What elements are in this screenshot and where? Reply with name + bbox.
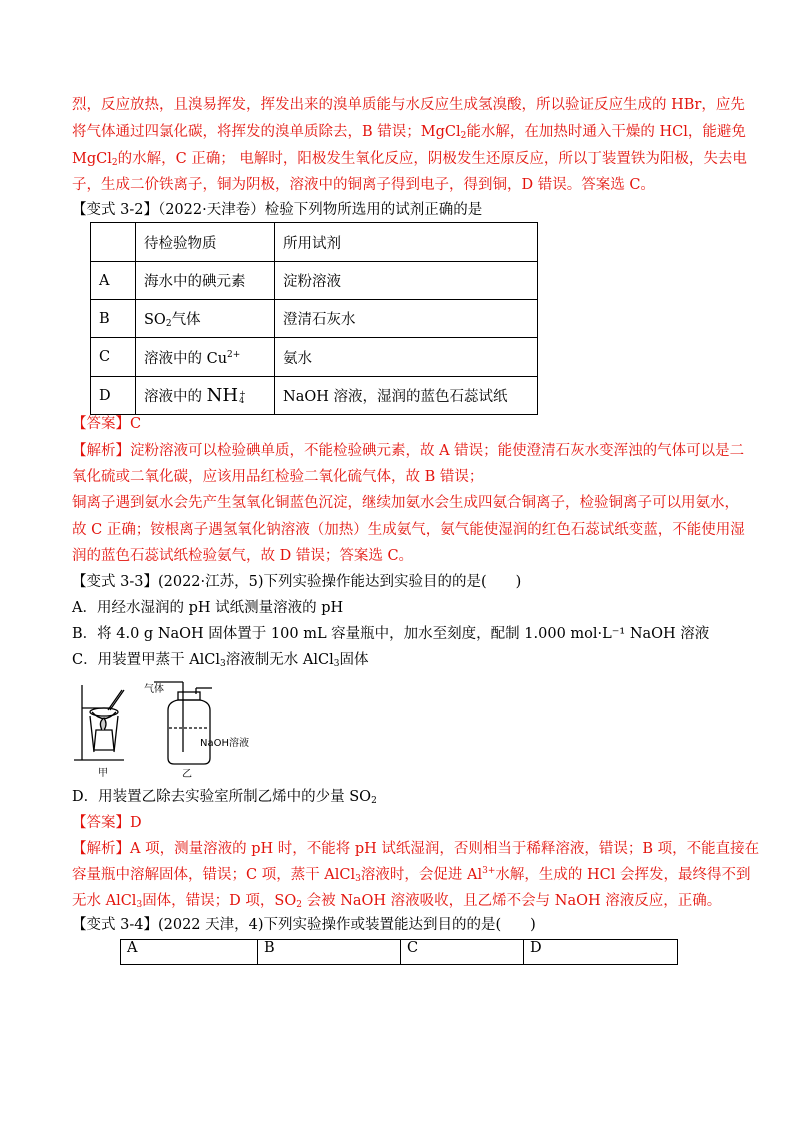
table-row	[91, 338, 538, 377]
table-cell: B	[258, 940, 401, 965]
table-cell: 待检验物质	[136, 223, 275, 262]
table-cell: $SO_2$气体	[136, 300, 275, 338]
option-d: D．用装置乙除去实验室所制乙烯中的少量 $SO_2$	[72, 789, 377, 806]
analysis-line-1: 烈，反应放热，且溴易挥发，挥发出来的溴单质能与水反应生成氢溴酸，所以验证反应生成的 HBr，应先	[72, 97, 745, 113]
analysis-line-3: MgCl$_2$的水解，C 正确； 电解时，阳极发生氧化反应，阴极发生还原反应，所以丁装置铁为阳极，失去电	[72, 151, 747, 168]
label-yi: 乙	[182, 769, 192, 780]
options-table	[120, 939, 678, 965]
table-cell: B	[91, 300, 136, 338]
analysis-3-2-line-5: 润的蓝色石蕊试纸检验氨气，故 D 错误；答案选 C。	[72, 548, 414, 564]
table-cell: 溶液中的 NH+ 4	[136, 377, 275, 415]
question-3-4: 【变式 3-4】(2022 天津，4)下列实验操作或装置能达到目的的是( )	[72, 917, 536, 933]
table-cell: 海水中的碘元素	[136, 262, 275, 300]
option-b: B．将 4.0 g NaOH 固体置于 100 mL 容量瓶中，加水至刻度，配制 1.000 mol·L⁻¹ NaOH 溶液	[72, 626, 710, 642]
table-row	[121, 940, 678, 965]
apparatus-figure	[72, 680, 272, 780]
analysis-3-3-line-3: 无水 AlCl$_3$固体，错误；D 项，$SO_2$ 会被 NaOH 溶液吸收，且乙烯不会与 NaOH 溶液反应，正确。	[72, 893, 722, 910]
reagent-table	[90, 222, 538, 415]
table-cell: A	[91, 262, 136, 300]
table-cell: D	[91, 377, 136, 415]
table-cell: NaOH 溶液，湿润的蓝色石蕊试纸	[275, 377, 538, 415]
analysis-3-3-line-2: 容量瓶中溶解固体，错误；C 项，蒸干 AlCl$_3$溶液时，会促进 $Al^{3+}$水解，生成的 HCl 会挥发，最终得不到	[72, 866, 751, 884]
table-cell: 所用试剂	[275, 223, 538, 262]
table-cell	[91, 223, 136, 262]
label-jia: 甲	[98, 768, 108, 779]
table-cell: 淀粉溶液	[275, 262, 538, 300]
label-naoh: NaOH溶液	[200, 738, 249, 749]
table-row	[91, 262, 538, 300]
analysis-3-3-line-1: 【解析】A 项，测量溶液的 pH 时，不能将 pH 试纸湿润，否则相当于稀释溶液，错误；B 项，不能直接在	[72, 841, 760, 857]
analysis-line-2: 将气体通过四氯化碳，将挥发的溴单质除去，B 错误；MgCl$_2$能水解，在加热时通入干燥的 HCl，能避免	[72, 124, 746, 141]
answer-3-3: 【答案】D	[72, 815, 142, 831]
analysis-3-2-line-1: 【解析】淀粉溶液可以检验碘单质，不能检验碘元素，故 A 错误；能使澄清石灰水变浑浊的气体可以是二	[72, 443, 745, 459]
label-gas: 气体	[144, 684, 164, 695]
analysis-3-2-line-4: 故 C 正确；铵根离子遇氢氧化钠溶液（加热）生成氨气，氨气能使湿润的红色石蕊试纸变蓝，不能使用湿	[72, 522, 745, 538]
table-cell: C	[401, 940, 524, 965]
table-cell: 澄清石灰水	[275, 300, 538, 338]
question-3-3: 【变式 3-3】(2022·江苏，5)下列实验操作能达到实验目的的是( )	[72, 574, 522, 590]
table-header-row	[91, 223, 538, 262]
question-3-2: 【变式 3-2】（2022·天津卷）检验下列物所选用的试剂正确的是	[72, 202, 483, 218]
table-cell: C	[91, 338, 136, 377]
option-a: A．用经水湿润的 pH 试纸测量溶液的 pH	[72, 600, 344, 616]
analysis-3-2-line-3: 铜离子遇到氨水会先产生氢氧化铜蓝色沉淀，继续加氨水会生成四氨合铜离子，检验铜离子可以用氨水，	[72, 495, 739, 511]
answer-3-2: 【答案】C	[72, 416, 142, 432]
analysis-3-2-line-2: 氧化硫或二氧化碳，应该用品红检验二氧化硫气体，故 B 错误；	[72, 469, 484, 485]
analysis-line-4: 子，生成二价铁离子，铜为阴极，溶液中的铜离子得到电子，得到铜，D 错误。答案选 C。	[72, 177, 655, 193]
table-cell: D	[524, 940, 678, 965]
apparatus-jia	[74, 685, 124, 760]
table-cell: 溶液中的 $Cu^{2+}$	[136, 338, 275, 377]
table-cell: A	[121, 940, 258, 965]
table-row	[91, 377, 538, 415]
option-c: C．用装置甲蒸干 AlCl$_3$溶液制无水 AlCl$_3$固体	[72, 652, 369, 669]
table-row	[91, 300, 538, 338]
table-cell: 氨水	[275, 338, 538, 377]
